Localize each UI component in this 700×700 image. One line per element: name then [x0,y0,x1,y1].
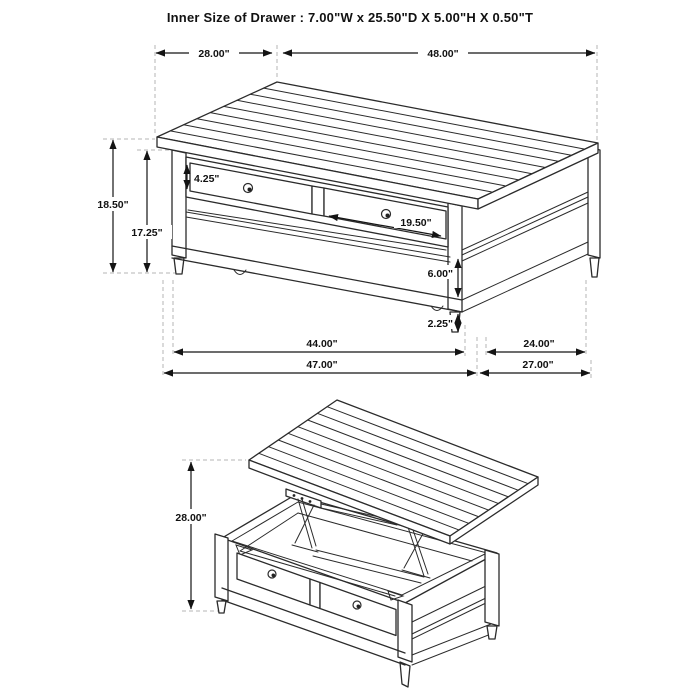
dim-base-height [122,151,172,272]
open-right-back-leg [485,550,499,626]
dim-top-depth [156,45,272,60]
drawer-divider [312,186,324,216]
table-side-panel [462,192,588,312]
svg-text:47.00": 47.00" [306,359,338,371]
open-drawer-divider [310,579,320,609]
svg-text:17.25": 17.25" [131,227,163,239]
stretcher [172,246,462,312]
open-view-diagram [166,400,538,687]
open-right-front-foot [400,662,410,687]
svg-text:44.00": 44.00" [306,338,338,350]
dim-front-inner-width [174,338,464,352]
svg-text:27.00": 27.00" [522,359,554,371]
dim-overall-height [88,140,138,272]
open-side-panel [412,584,491,665]
dim-lift-height [166,462,216,609]
drawer-knob-icon [382,210,391,219]
svg-text:28.00": 28.00" [198,48,230,60]
svg-text:48.00": 48.00" [427,48,459,60]
left-front-leg [172,150,186,258]
drawer-knob-icon [268,570,276,578]
closed-view-diagram [88,45,600,378]
dim-side-inner-depth [487,338,585,352]
dim-side-overall-depth [480,359,590,373]
svg-text:24.00": 24.00" [523,338,555,350]
svg-text:19.50": 19.50" [400,217,432,229]
dim-top-width [283,45,595,60]
open-right-back-foot [487,626,497,639]
right-back-leg [588,147,600,258]
page-title: Inner Size of Drawer : 7.00"W x 25.50"D X 5.00"H X 0.50"T [166,10,534,25]
right-back-foot [590,258,599,277]
svg-text:6.00": 6.00" [427,268,453,280]
open-left-foot [217,601,226,613]
svg-text:2.25": 2.25" [427,318,453,330]
drawer-knob-icon [244,184,253,193]
dim-front-overall-width [164,359,476,373]
open-left-leg [215,534,228,601]
svg-text:28.00": 28.00" [175,512,207,524]
svg-text:4.25": 4.25" [194,173,220,185]
drawer-knob-icon [353,601,361,609]
dim-foot-height [415,314,458,332]
right-front-leg [448,203,462,312]
svg-text:18.50": 18.50" [97,199,129,211]
